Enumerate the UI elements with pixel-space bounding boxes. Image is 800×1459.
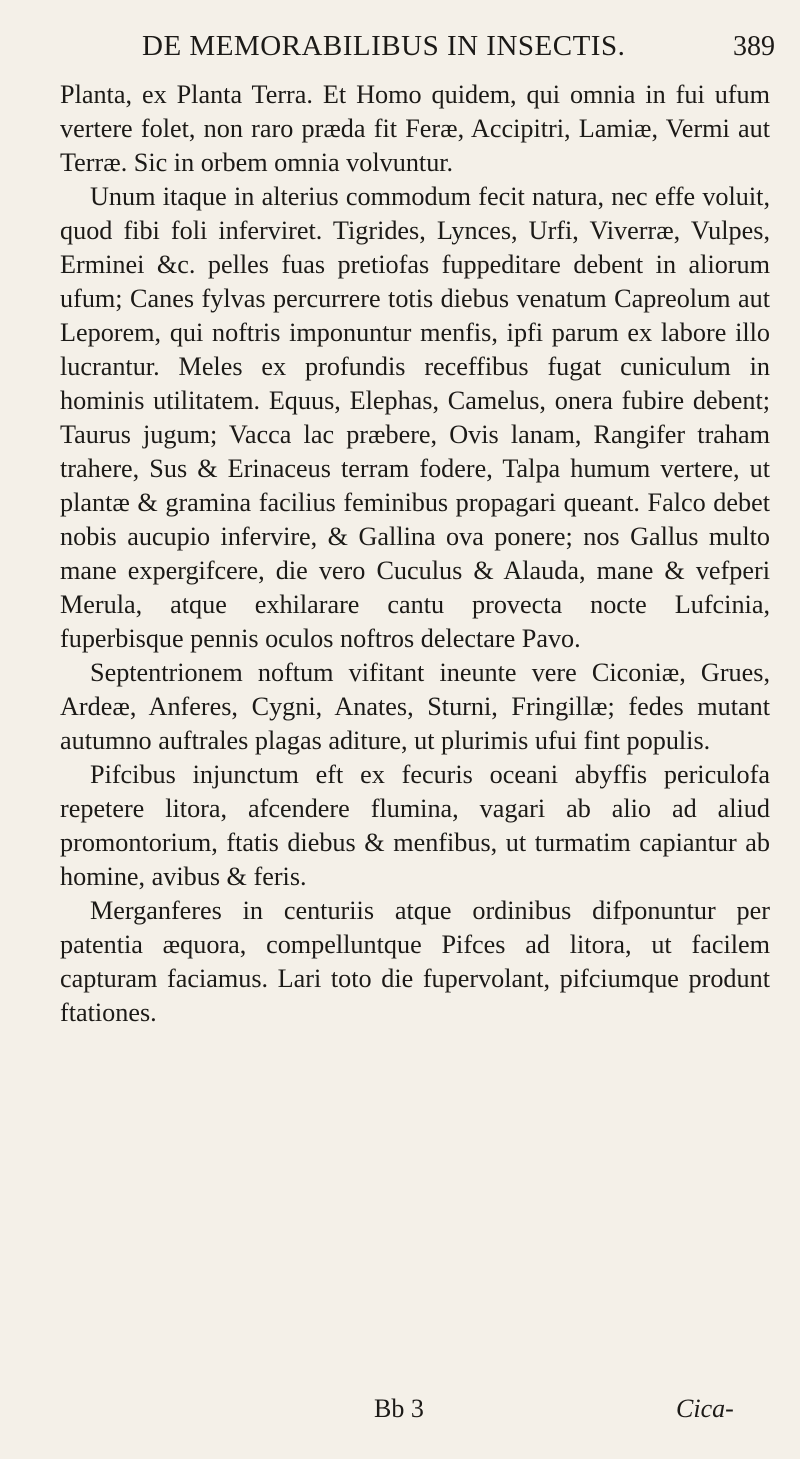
page-number: 389 bbox=[733, 31, 775, 62]
page-header bbox=[0, 30, 800, 70]
signature-mark: Bb 3 bbox=[374, 1394, 424, 1423]
paragraph-2: Unum itaque in alterius commodum fecit natura, nec effe voluit, quod fibi foli inferviret. Tigrides, Lynces, Urfi, Viverræ, Vulpes, Erminei &c. pelles fuas pretiofas fuppeditare debent in aliorum ufum; Canes fylvas percurrere totis diebus venatum Capreolum aut Leporem, qui noftris imponuntur menfis, ipfi parum ex labore illo lucrantur. Meles ex profundis receffibus fugat cuniculum in hominis utilitatem. Equus, Elephas, Camelus, onera fubire debent; Taurus jugum; Vacca lac præbere, Ovis lanam, Rangifer traham trahere, Sus & Erinaceus terram fodere, Talpa humum vertere, ut plantæ & gramina facilius feminibus propagari queant. Falco debet nobis aucupio infervire, & Gallina ova ponere; nos Gallus multo mane expergifcere, die vero Cuculus & Alauda, mane & vefperi Merula, atque exhilarare cantu provecta nocte Lufcinia, fuperbisque pennis oculos noftros delectare Pavo. bbox=[60, 182, 770, 653]
paragraph-1: Planta, ex Planta Terra. Et Homo quidem, qui omnia in fui ufum vertere folet, non raro præda fit Feræ, Accipitri, Lamiæ, Vermi aut Terræ. Sic in orbem omnia volvuntur. bbox=[60, 80, 770, 177]
running-head: DE MEMORABILIBUS IN INSECTIS. bbox=[142, 30, 626, 62]
paragraph-4: Pifcibus injunctum eft ex fecuris oceani abyffis periculofa repetere litora, afcendere flumina, vagari ab alio ad aliud promontorium, ftatis diebus & menfibus, ut turmatim capiantur ab homine, avibus & feris. bbox=[60, 760, 770, 891]
body-text bbox=[60, 78, 770, 1030]
catchword: Cica- bbox=[676, 1394, 734, 1423]
page-footer bbox=[0, 1394, 800, 1434]
paragraph-3: Septentrionem noftum vifitant ineunte vere Ciconiæ, Grues, Ardeæ, Anferes, Cygni, Anates, Sturni, Fringillæ; fedes mutant autumno auftrales plagas aditure, ut plurimis ufui fint populis. bbox=[60, 658, 770, 755]
paragraph-5: Merganferes in centuriis atque ordinibus difponuntur per patentia æquora, compelluntque Pifces ad litora, ut facilem capturam faciamus. Lari toto die fupervolant, pifciumque produnt ftationes. bbox=[60, 896, 770, 1027]
